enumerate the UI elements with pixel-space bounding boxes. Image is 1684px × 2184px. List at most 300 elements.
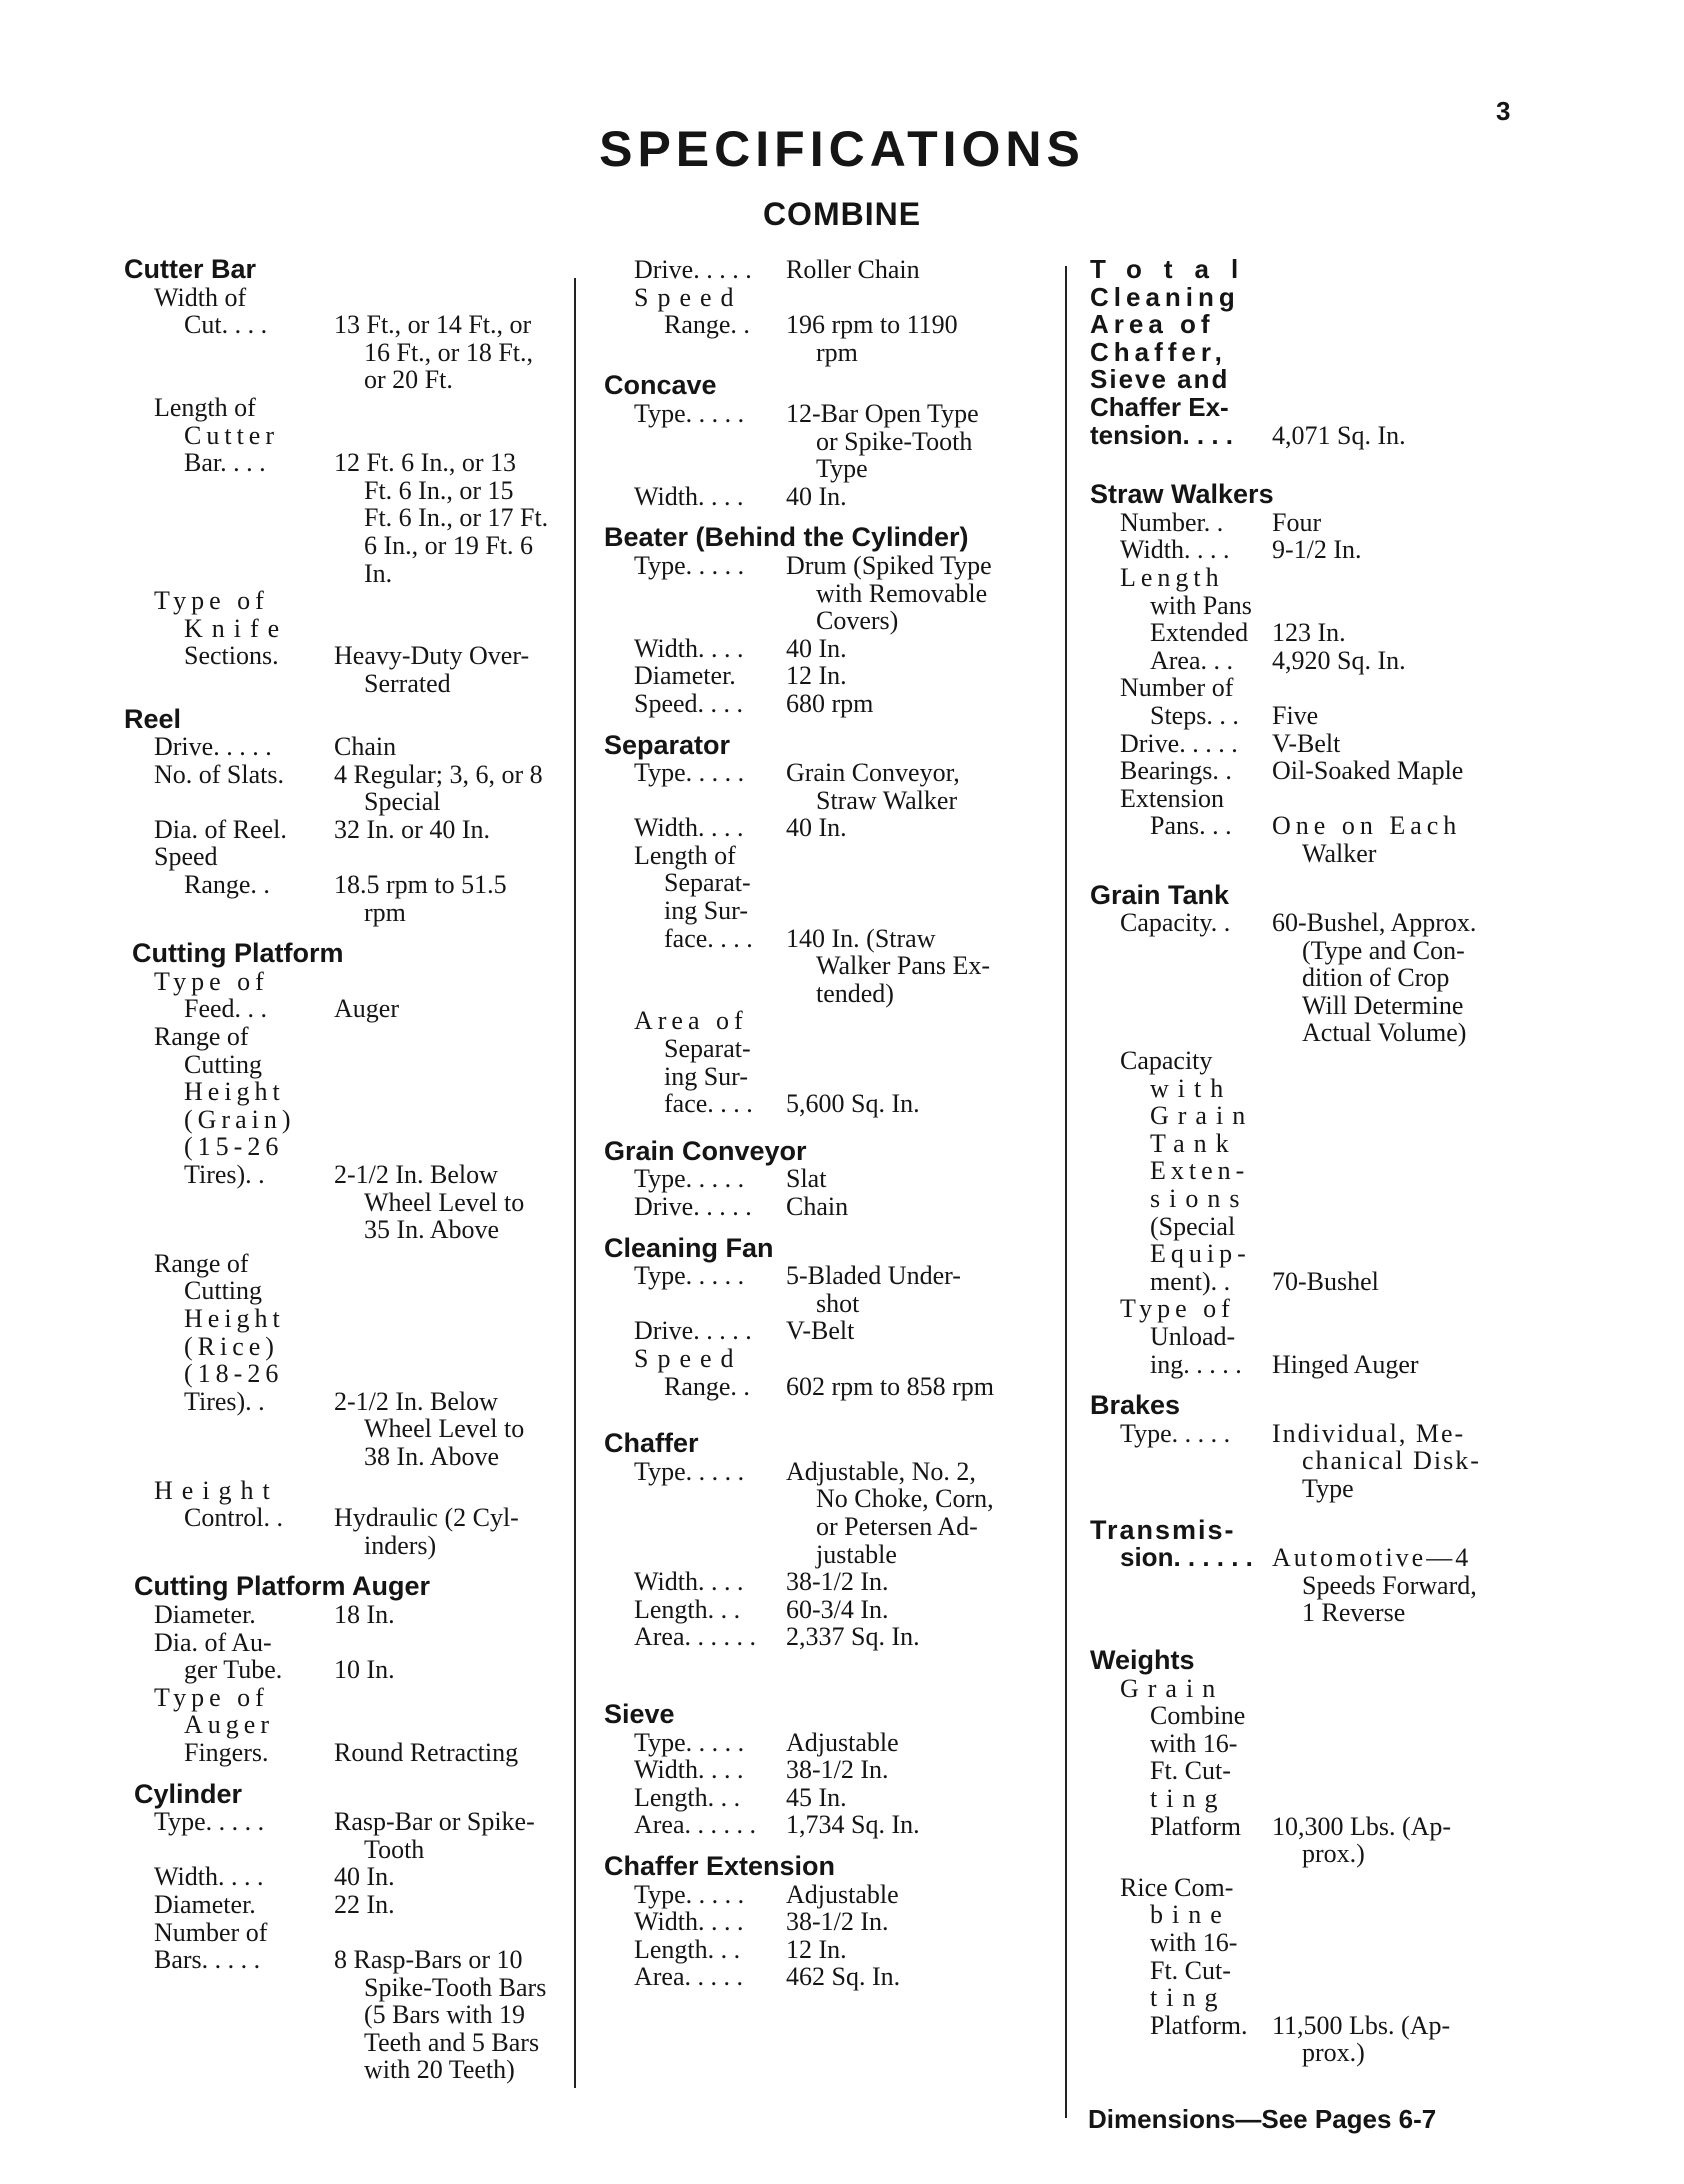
spec-label: Drive. . . . .	[634, 1192, 752, 1222]
spec-value: V-Belt	[786, 1316, 855, 1346]
spec-label: (Grain)	[184, 1104, 296, 1134]
spec-value: Serrated	[364, 668, 451, 698]
spec-row-chaffer-area	[604, 1623, 1044, 1651]
spec-row-reel-diameter	[124, 816, 564, 844]
spec-label: Length of	[154, 392, 256, 422]
spec-row-ext-length	[604, 1936, 1044, 1964]
spec-label: Number of	[154, 1917, 268, 1947]
spec-value: 35 In. Above	[364, 1215, 500, 1245]
spec-label: Area. . .	[1150, 645, 1234, 675]
spec-label: Diameter.	[154, 1889, 256, 1919]
spec-value: 12 Ft. 6 In., or 13	[334, 448, 516, 478]
section-heading-cylinder: Cylinder	[134, 1778, 243, 1809]
spec-label: ger Tube.	[184, 1655, 283, 1685]
spec-label: Area. . . . . .	[634, 1810, 757, 1840]
spec-row-conveyor-drive	[604, 1193, 1044, 1221]
spec-label: Type of	[154, 586, 269, 616]
spec-value: Spike-Tooth Bars	[364, 1972, 547, 2002]
spec-value: 5-Bladed Under-	[786, 1261, 961, 1291]
spec-row-cylinder-speed	[604, 284, 1044, 367]
spec-label: Drive. . . . .	[634, 255, 752, 284]
spec-label: Ft. Cut-	[1150, 1955, 1231, 1985]
spec-label: face. . . .	[664, 923, 753, 953]
spec-value: 32 In. or 40 In.	[334, 814, 490, 844]
spec-row-tank-extension-capacity	[1090, 1047, 1540, 1295]
spec-label: Control. .	[184, 1503, 283, 1533]
spec-label: Area. . . . . .	[634, 1622, 757, 1652]
spec-label: with Pans	[1150, 590, 1252, 620]
spec-value: 4,071 Sq. In.	[1272, 420, 1406, 450]
spec-label: Type of	[1120, 1294, 1235, 1324]
spec-label: Grain	[1120, 1673, 1225, 1703]
section-heading-cutter-bar: Cutter Bar	[124, 254, 257, 284]
spec-label: Bar. . . .	[184, 448, 266, 478]
spec-value: 18 In.	[334, 1599, 395, 1629]
spec-row-width-of-cut	[124, 284, 564, 394]
page-title: SPECIFICATIONS	[599, 121, 1085, 177]
spec-row-cylinder-drive	[604, 256, 1044, 284]
spec-value: Oil-Soaked Maple	[1272, 756, 1464, 786]
spec-row-height-control	[124, 1477, 564, 1560]
spec-row-ext-area	[604, 1963, 1044, 1991]
spec-label: Ft. Cut-	[1150, 1756, 1231, 1786]
section-heading-reel: Reel	[124, 703, 182, 734]
spec-value: Ft. 6 In., or 15	[364, 475, 514, 505]
spec-label: Width. . . .	[634, 813, 744, 843]
spec-label: Type of	[154, 966, 269, 996]
spec-value: 11,500 Lbs. (Ap-	[1272, 2010, 1451, 2040]
spec-value: 40 In.	[786, 813, 847, 843]
section-heading-brakes: Brakes	[1090, 1390, 1181, 1421]
spec-value: Will Determine	[1302, 990, 1464, 1020]
spec-label: Height	[154, 1475, 279, 1505]
spec-label: ment). .	[1150, 1266, 1231, 1296]
spec-label: Speed. . . .	[634, 688, 744, 718]
spec-label: Separat-	[664, 1034, 751, 1064]
spec-value: shot	[816, 1288, 860, 1318]
spec-label: No. of Slats.	[154, 759, 284, 789]
spec-label: tension. . . .	[1090, 419, 1234, 450]
spec-label: bine	[1150, 1900, 1231, 1930]
spec-row-chaffer-length	[604, 1596, 1044, 1624]
spec-label: Equip-	[1150, 1239, 1251, 1269]
spec-row-chaffer-type	[604, 1458, 1044, 1568]
spec-label: Cut. . . .	[184, 310, 268, 340]
spec-row-sieve-type	[604, 1729, 1044, 1757]
spec-row-concave-type	[604, 400, 1044, 483]
spec-value: Adjustable	[786, 1727, 899, 1757]
spec-label: Drive. . . . .	[634, 1316, 752, 1346]
spec-label: Length of	[634, 840, 736, 870]
spec-value: Rasp-Bar or Spike-	[334, 1807, 535, 1837]
spec-value: or Spike-Tooth	[816, 426, 973, 456]
section-heading-transmission: Transmis-	[1090, 1514, 1236, 1545]
spec-value: 6 In., or 19 Ft. 6	[364, 530, 533, 560]
spec-value: 12-Bar Open Type	[786, 398, 979, 428]
spec-label: Type. . . . .	[154, 1807, 265, 1837]
spec-label: sions	[1150, 1184, 1249, 1214]
spec-value: 1 Reverse	[1302, 1598, 1406, 1628]
spec-label: (Rice)	[184, 1331, 279, 1361]
spec-label: Width. . . .	[634, 481, 744, 511]
spec-value: Adjustable	[786, 1879, 899, 1909]
spec-value: Grain Conveyor,	[786, 758, 960, 788]
spec-value: 12 In.	[786, 1934, 847, 1964]
spec-label: Speed	[634, 1344, 743, 1373]
spec-value: 9-1/2 In.	[1272, 535, 1362, 565]
spec-value: 13 Ft., or 14 Ft., or	[334, 310, 532, 340]
spec-value: 40 In.	[786, 481, 847, 511]
spec-row-knife-sections	[124, 587, 564, 697]
spec-label: Height	[184, 1304, 285, 1333]
spec-value: Wheel Level to	[364, 1187, 525, 1217]
spec-label: Type. . . . .	[634, 550, 745, 580]
spec-row-conveyor-type	[604, 1165, 1044, 1193]
spec-row-separating-area	[604, 1007, 1044, 1117]
spec-row-walker-length	[1090, 564, 1540, 647]
spec-value: 2-1/2 In. Below	[334, 1386, 498, 1416]
spec-label: Combine	[1150, 1701, 1246, 1731]
spec-row-concave-width	[604, 483, 1044, 511]
spec-row-rice-cutting-height	[124, 1250, 564, 1471]
spec-value: 462 Sq. In.	[786, 1962, 901, 1992]
spec-row-feed-type	[124, 968, 564, 1023]
dimensions-note: Dimensions—See Pages 6-7	[1088, 2104, 1437, 2134]
spec-label: Platform.	[1150, 2010, 1248, 2040]
spec-label: Cutter	[184, 420, 279, 450]
spec-label: Drive. . . . .	[154, 732, 272, 762]
spec-value: 60-3/4 In.	[786, 1594, 889, 1624]
spec-row-auger-diameter	[124, 1601, 564, 1629]
spec-value: In.	[364, 558, 393, 588]
spec-value: Auger	[334, 994, 399, 1024]
spec-value: 18.5 rpm to 51.5	[334, 870, 507, 900]
section-heading-platform-auger: Cutting Platform Auger	[134, 1571, 430, 1602]
page-number: 3	[1496, 96, 1511, 126]
spec-row-beater-type	[604, 552, 1044, 635]
spec-value: Walker	[1302, 838, 1377, 868]
spec-row-auger-tube	[124, 1629, 564, 1684]
spec-row-tank-capacity	[1090, 909, 1540, 1047]
spec-row-cylinder-width	[124, 1863, 564, 1891]
spec-value: 8 Rasp-Bars or 10	[334, 1945, 523, 1975]
spec-value: V-Belt	[1272, 728, 1341, 758]
spec-row-separator-type	[604, 759, 1044, 814]
spec-row-walker-extension	[1090, 785, 1540, 868]
spec-label: Total	[1090, 254, 1261, 284]
spec-row-walker-steps	[1090, 674, 1540, 729]
spec-value: (Type and Con-	[1302, 935, 1465, 965]
spec-label: Tires). .	[184, 1386, 265, 1416]
spec-label: Drive. . . . .	[1120, 728, 1238, 758]
spec-value: Hydraulic (2 Cyl-	[334, 1503, 519, 1533]
spec-value: (5 Bars with 19	[364, 2000, 526, 2030]
column-3	[1090, 256, 1540, 2067]
spec-label: (Special	[1150, 1211, 1236, 1241]
spec-label: Pans. . .	[1150, 811, 1232, 841]
spec-value: Chain	[786, 1192, 849, 1222]
spec-label: Number. .	[1120, 507, 1224, 537]
spec-value: 2-1/2 In. Below	[334, 1160, 498, 1190]
spec-label: Diameter.	[634, 661, 736, 691]
spec-value: 1,734 Sq. In.	[786, 1810, 920, 1840]
spec-label: Speed	[634, 282, 743, 312]
spec-label: Width. . . .	[634, 1907, 744, 1937]
spec-label: Capacity	[1120, 1046, 1213, 1076]
spec-value: Ft. 6 In., or 17 Ft.	[364, 503, 549, 533]
spec-label: Diameter.	[154, 1599, 256, 1629]
spec-label: Range of	[154, 1248, 249, 1278]
spec-value: Straw Walker	[816, 785, 958, 815]
spec-label: Exten-	[1150, 1156, 1250, 1186]
spec-value: with 20 Teeth)	[364, 2055, 515, 2085]
spec-value: 60-Bushel, Approx.	[1272, 908, 1477, 938]
section-heading-grain-tank: Grain Tank	[1090, 879, 1230, 910]
spec-value: 196 rpm to 1190	[786, 310, 958, 340]
spec-value: Automotive—4	[1272, 1543, 1472, 1573]
spec-row-reel-drive	[124, 733, 564, 761]
section-heading-weights: Weights	[1090, 1644, 1195, 1675]
spec-label: Type. . . . .	[634, 1456, 745, 1486]
spec-label: Type. . . . .	[634, 1879, 745, 1909]
spec-value: Covers)	[816, 606, 899, 636]
spec-label: Separat-	[664, 868, 751, 898]
spec-value: 70-Bushel	[1272, 1266, 1379, 1296]
spec-value: Wheel Level to	[364, 1414, 525, 1444]
spec-value: Tooth	[364, 1834, 425, 1864]
spec-value: Special	[364, 787, 441, 817]
spec-value: 40 In.	[334, 1862, 395, 1892]
spec-label: Width. . . .	[634, 1755, 744, 1785]
spec-value: justable	[816, 1539, 897, 1569]
spec-label: ing. . . . .	[1150, 1349, 1242, 1379]
spec-label: Type. . . . .	[634, 1164, 745, 1194]
spec-row-fan-speed	[604, 1345, 1044, 1400]
spec-value: 10,300 Lbs. (Ap-	[1272, 1811, 1452, 1841]
section-heading-chaffer: Chaffer	[604, 1428, 699, 1459]
spec-row-walker-drive	[1090, 730, 1540, 758]
spec-label: Width. . . .	[634, 1567, 744, 1597]
spec-value: chanical Disk-	[1302, 1446, 1481, 1476]
spec-label: Type. . . . .	[634, 758, 745, 788]
section-heading-beater: Beater (Behind the Cylinder)	[604, 522, 969, 553]
spec-label: Dia. of Reel.	[154, 814, 287, 844]
spec-label: Range. .	[664, 1371, 750, 1401]
column-divider-right	[1065, 266, 1067, 2118]
spec-label: Range of	[154, 1022, 249, 1052]
spec-value: 45 In.	[786, 1782, 847, 1812]
spec-label: Length. . .	[634, 1594, 741, 1624]
spec-label: Length. . .	[634, 1934, 741, 1964]
spec-value: dition of Crop	[1302, 963, 1450, 993]
spec-label: Area of	[1090, 309, 1215, 340]
spec-label: Steps. . .	[1150, 700, 1239, 730]
spec-label: with 16-	[1150, 1927, 1238, 1957]
spec-value: 38 In. Above	[364, 1442, 500, 1471]
spec-label: Rice Com-	[1120, 1872, 1234, 1902]
spec-row-grain-combine-weight	[1090, 1675, 1540, 1868]
spec-value: No Choke, Corn,	[816, 1484, 994, 1514]
spec-value: prox.)	[1302, 2038, 1365, 2068]
spec-row-unloading-type	[1090, 1295, 1540, 1378]
spec-label: Area. . . . .	[634, 1962, 744, 1992]
spec-value: Type	[1302, 1474, 1354, 1504]
spec-label: Type. . . . .	[1120, 1418, 1231, 1448]
spec-row-cylinder-diameter	[124, 1891, 564, 1919]
spec-label: Length	[1120, 562, 1224, 592]
spec-label: Unload-	[1150, 1322, 1236, 1352]
spec-label: Extended	[1150, 618, 1249, 648]
spec-label: Width of	[154, 282, 247, 312]
spec-row-fan-type	[604, 1262, 1044, 1317]
spec-value: Round Retracting	[334, 1737, 519, 1767]
spec-value: Teeth and 5 Bars	[364, 2027, 540, 2057]
spec-label: ing Sur-	[664, 1061, 748, 1091]
spec-value: Chain	[334, 732, 397, 762]
spec-row-sieve-area	[604, 1811, 1044, 1839]
spec-label: Type. . . . .	[634, 1727, 745, 1757]
spec-label: with 16-	[1150, 1728, 1238, 1758]
spec-value: Heavy-Duty Over-	[334, 641, 530, 671]
spec-value: tended)	[816, 978, 894, 1008]
spec-value: 16 Ft., or 18 Ft.,	[364, 337, 534, 367]
spec-value: 140 In. (Straw	[786, 923, 936, 953]
spec-row-total-cleaning-area	[1090, 256, 1540, 449]
spec-row-walker-number	[1090, 509, 1540, 537]
spec-value: with Removable	[816, 578, 988, 608]
spec-value: Four	[1272, 507, 1322, 537]
spec-value: 38-1/2 In.	[786, 1567, 889, 1597]
spec-label: Cutting	[184, 1276, 263, 1306]
spec-label: Bars. . . . .	[154, 1945, 261, 1975]
spec-label: Range. .	[184, 870, 270, 900]
spec-label: Tires). .	[184, 1160, 265, 1189]
spec-value: 12 In.	[786, 661, 847, 691]
column-2	[604, 256, 1044, 1991]
spec-label: Chaffer Ex-	[1090, 391, 1229, 422]
spec-value: 22 In.	[334, 1889, 395, 1919]
spec-row-auger-fingers	[124, 1684, 564, 1767]
spec-label: Width. . . .	[634, 633, 744, 663]
spec-value: prox.)	[1302, 1839, 1365, 1869]
spec-value: 40 In.	[786, 633, 847, 663]
spec-value: Speeds Forward,	[1302, 1570, 1477, 1600]
spec-value: Individual, Me-	[1272, 1418, 1466, 1448]
spec-row-chaffer-width	[604, 1568, 1044, 1596]
spec-value: 680 rpm	[786, 688, 874, 718]
spec-row-grain-cutting-height	[124, 1023, 564, 1244]
page-subtitle: COMBINE	[762, 196, 922, 232]
spec-label: (15-26	[184, 1132, 284, 1162]
section-heading-cleaning-fan: Cleaning Fan	[604, 1232, 774, 1263]
section-heading-straw-walkers: Straw Walkers	[1090, 479, 1274, 510]
spec-label: Range. .	[664, 310, 750, 340]
spec-label: face. . . .	[664, 1089, 753, 1119]
spec-row-beater-speed	[604, 690, 1044, 718]
spec-label: Platform	[1150, 1811, 1241, 1841]
section-heading-separator: Separator	[604, 729, 731, 760]
spec-row-separator-width	[604, 814, 1044, 842]
spec-label: ing Sur-	[664, 896, 748, 926]
spec-value: 10 In.	[334, 1655, 395, 1685]
spec-label: Sieve and	[1090, 364, 1230, 395]
spec-value: 38-1/2 In.	[786, 1907, 889, 1937]
spec-value: 123 In.	[1272, 618, 1346, 648]
spec-row-separating-length	[604, 842, 1044, 1008]
section-heading-concave: Concave	[604, 370, 717, 401]
spec-value: rpm	[816, 337, 858, 367]
spec-label: Type of	[154, 1682, 269, 1712]
spec-row-rice-combine-weight	[1090, 1874, 1540, 2067]
spec-label: Tank	[1150, 1128, 1238, 1158]
spec-label: Grain	[1150, 1101, 1255, 1131]
spec-label: ting	[1150, 1783, 1227, 1813]
spec-row-walker-bearings	[1090, 757, 1540, 785]
spec-row-reel-speed	[124, 843, 564, 926]
spec-row-cylinder-type	[124, 1808, 564, 1863]
spec-label: Auger	[184, 1710, 274, 1740]
spec-label: Cutting	[184, 1049, 263, 1079]
spec-row-fan-drive	[604, 1317, 1044, 1345]
spec-label: Height	[184, 1077, 285, 1107]
spec-label: sion. . . . . .	[1120, 1542, 1253, 1573]
spec-label: Sections.	[184, 641, 279, 671]
section-heading-chaffer-extension: Chaffer Extension	[604, 1850, 836, 1881]
spec-label: Length. . .	[634, 1782, 741, 1812]
spec-label: Knife	[184, 613, 289, 643]
spec-value: or Petersen Ad-	[816, 1511, 978, 1541]
spec-value: 38-1/2 In.	[786, 1755, 889, 1785]
spec-value: One on Each	[1272, 811, 1462, 841]
spec-value: 4,920 Sq. In.	[1272, 645, 1406, 675]
section-heading-grain-conveyor: Grain Conveyor	[604, 1135, 807, 1166]
spec-label: Type. . . . .	[634, 1261, 745, 1291]
spec-label: Type. . . . .	[634, 398, 745, 428]
spec-value: or 20 Ft.	[364, 365, 453, 395]
spec-label: ting	[1150, 1983, 1227, 2013]
spec-label: Width. . . .	[1120, 535, 1230, 565]
spec-row-walker-area	[1090, 647, 1540, 675]
spec-value: Slat	[786, 1164, 827, 1194]
spec-value: Drum (Spiked Type	[786, 550, 992, 580]
spec-label: Extension	[1120, 783, 1224, 813]
spec-row-reel-slats	[124, 761, 564, 816]
spec-row-ext-width	[604, 1908, 1044, 1936]
spec-value: 5,600 Sq. In.	[786, 1089, 920, 1119]
spec-row-brakes-type	[1090, 1420, 1540, 1503]
spec-row-transmission	[1090, 1544, 1540, 1627]
spec-label: Width. . . .	[154, 1862, 264, 1892]
spec-value: 602 rpm to 858 rpm	[786, 1371, 994, 1401]
spec-label: with	[1150, 1073, 1233, 1103]
spec-label: Number of	[1120, 673, 1234, 703]
spec-value: rpm	[364, 897, 406, 927]
spec-row-sieve-width	[604, 1756, 1044, 1784]
spec-value: 4 Regular; 3, 6, or 8	[334, 759, 543, 789]
spec-row-beater-diameter	[604, 662, 1044, 690]
spec-label: Chaffer,	[1090, 336, 1227, 367]
spec-row-cylinder-bars	[124, 1919, 564, 2085]
spec-row-ext-type	[604, 1881, 1044, 1909]
spec-label: Area of	[634, 1006, 748, 1036]
spec-label: Speed	[154, 842, 218, 872]
spec-value: 2,337 Sq. In.	[786, 1622, 920, 1652]
spec-label: Fingers.	[184, 1737, 269, 1767]
section-heading-cutting-platform: Cutting Platform	[132, 938, 344, 969]
section-heading-sieve: Sieve	[604, 1698, 675, 1729]
spec-value: Hinged Auger	[1272, 1349, 1419, 1379]
spec-row-sieve-length	[604, 1784, 1044, 1812]
